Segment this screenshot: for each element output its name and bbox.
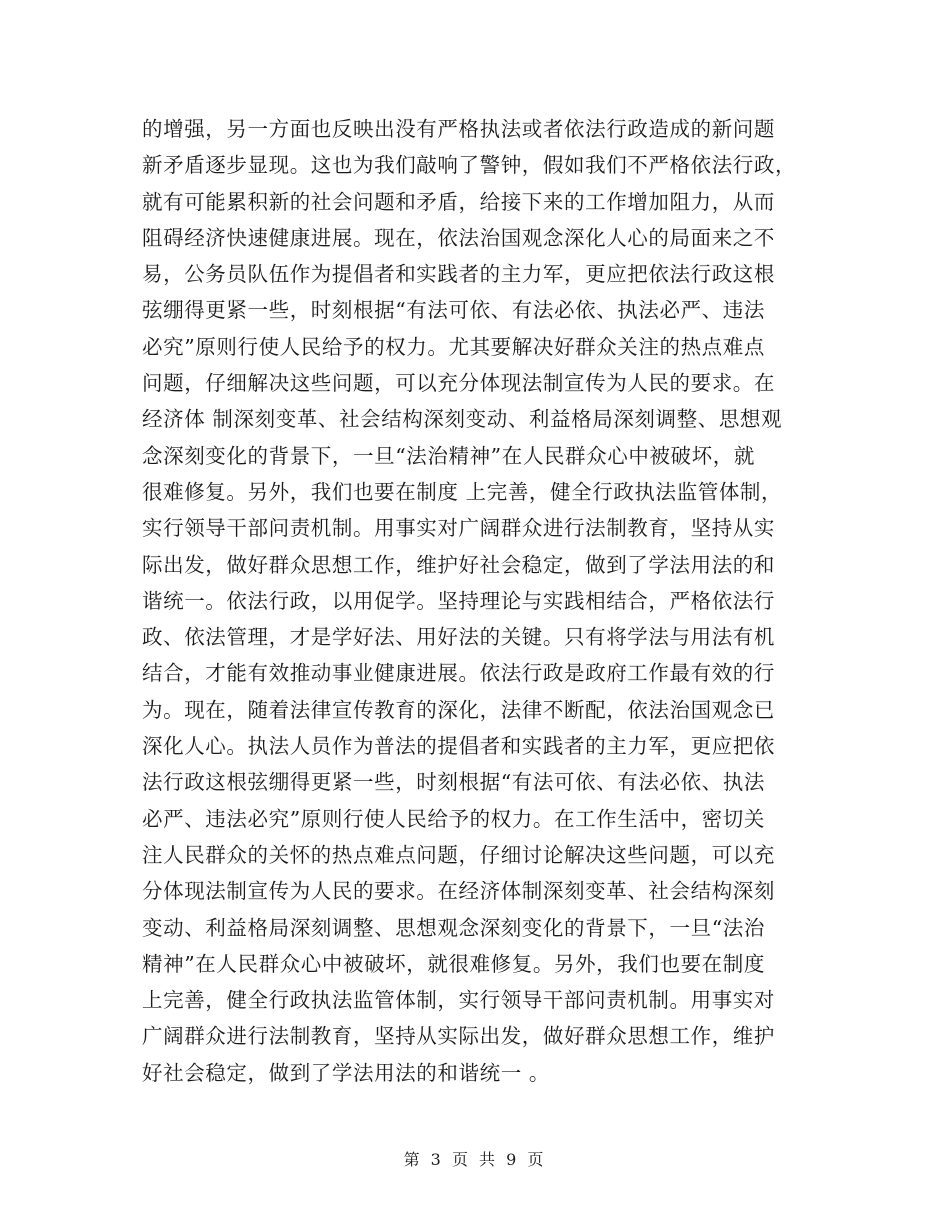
text-line: 必严、违法必究”原则行使人民给予的权力。在工作生活中，密切关: [142, 806, 765, 831]
text-line: 实行领导干部问责机制。用事实对广阔群众进行法制教育，坚持从实: [142, 516, 775, 541]
text-line: 精神”在人民群众心中被破坏，就很难修复。另外，我们也要在制度: [142, 951, 765, 976]
text-line: 变动、利益格局深刻调整、思想观念深刻变化的背景下，一旦“法治: [142, 915, 765, 940]
text-line: 为。现在，随着法律宣传教育的深化，法律不断配，依法治国观念已: [142, 697, 775, 722]
text-line: 分体现法制宣传为人民的要求。在经济体制深刻变革、社会结构深刻: [142, 879, 775, 904]
text-line: 注人民群众的关怀的热点难点问题，仔细讨论解决这些问题，可以充: [142, 842, 775, 867]
text-line: 际出发，做好群众思想工作，维护好社会稳定，做到了学法用法的和: [142, 552, 775, 577]
text-line: 的增强，另一方面也反映出没有严格执法或者依法行政造成的新问题: [142, 117, 775, 141]
text-line: 谐统一。依法行政，以用促学。坚持理论与实践相结合，严格依法行: [142, 588, 775, 613]
text-line: 易，公务员队伍作为提倡者和实践者的主力军，更应把依法行政这根: [142, 262, 775, 287]
text-line: 必究”原则行使人民给予的权力。尤其要解决好群众关注的热点难点: [142, 334, 765, 359]
text-line: 好社会稳定，做到了学法用法的和谐统一 。: [142, 1060, 551, 1085]
text-line: 就有可能累积新的社会问题和矛盾，给接下来的工作增加阻力，从而: [142, 189, 775, 214]
text-line: 结合，才能有效推动事业健康进展。依法行政是政府工作最有效的行: [142, 661, 775, 686]
body-paragraph: [142, 111, 822, 1091]
page-number-footer: 第 3 页 共 9 页: [403, 1150, 547, 1169]
text-line: 经济体 制深刻变革、社会结构深刻变动、利益格局深刻调整、思想观: [142, 407, 783, 432]
text-line: 上完善，健全行政执法监管体制，实行领导干部问责机制。用事实对: [142, 988, 775, 1013]
text-line: 新矛盾逐步显现。这也为我们敲响了警钟，假如我们不严格依法行政，: [142, 153, 797, 178]
text-line: 深化人心。执法人员作为普法的提倡者和实践者的主力军，更应把依: [142, 734, 775, 759]
text-line: 弦绷得更紧一些，时刻根据“有法可依、有法必依、执法必严、违法: [142, 298, 765, 323]
text-line: 广阔群众进行法制教育，坚持从实际出发，做好群众思想工作，维护: [142, 1024, 775, 1049]
text-line: 念深刻变化的背景下，一旦“法治精神”在人民群众心中被破坏，就: [142, 443, 755, 468]
text-line: 阻碍经济快速健康进展。现在，依法治国观念深化人心的局面来之不: [142, 225, 775, 250]
text-line: 政、依法管理，才是学好法、用好法的关键。只有将学法与用法有机: [142, 625, 775, 650]
text-line: 问题，仔细解决这些问题，可以充分体现法制宣传为人民的要求。在: [142, 371, 775, 396]
text-line: 法行政这根弦绷得更紧一些，时刻根据“有法可依、有法必依、执法: [142, 770, 765, 795]
text-line: 很难修复。另外，我们也要在制度 上完善，健全行政执法监管体制，: [142, 479, 783, 504]
